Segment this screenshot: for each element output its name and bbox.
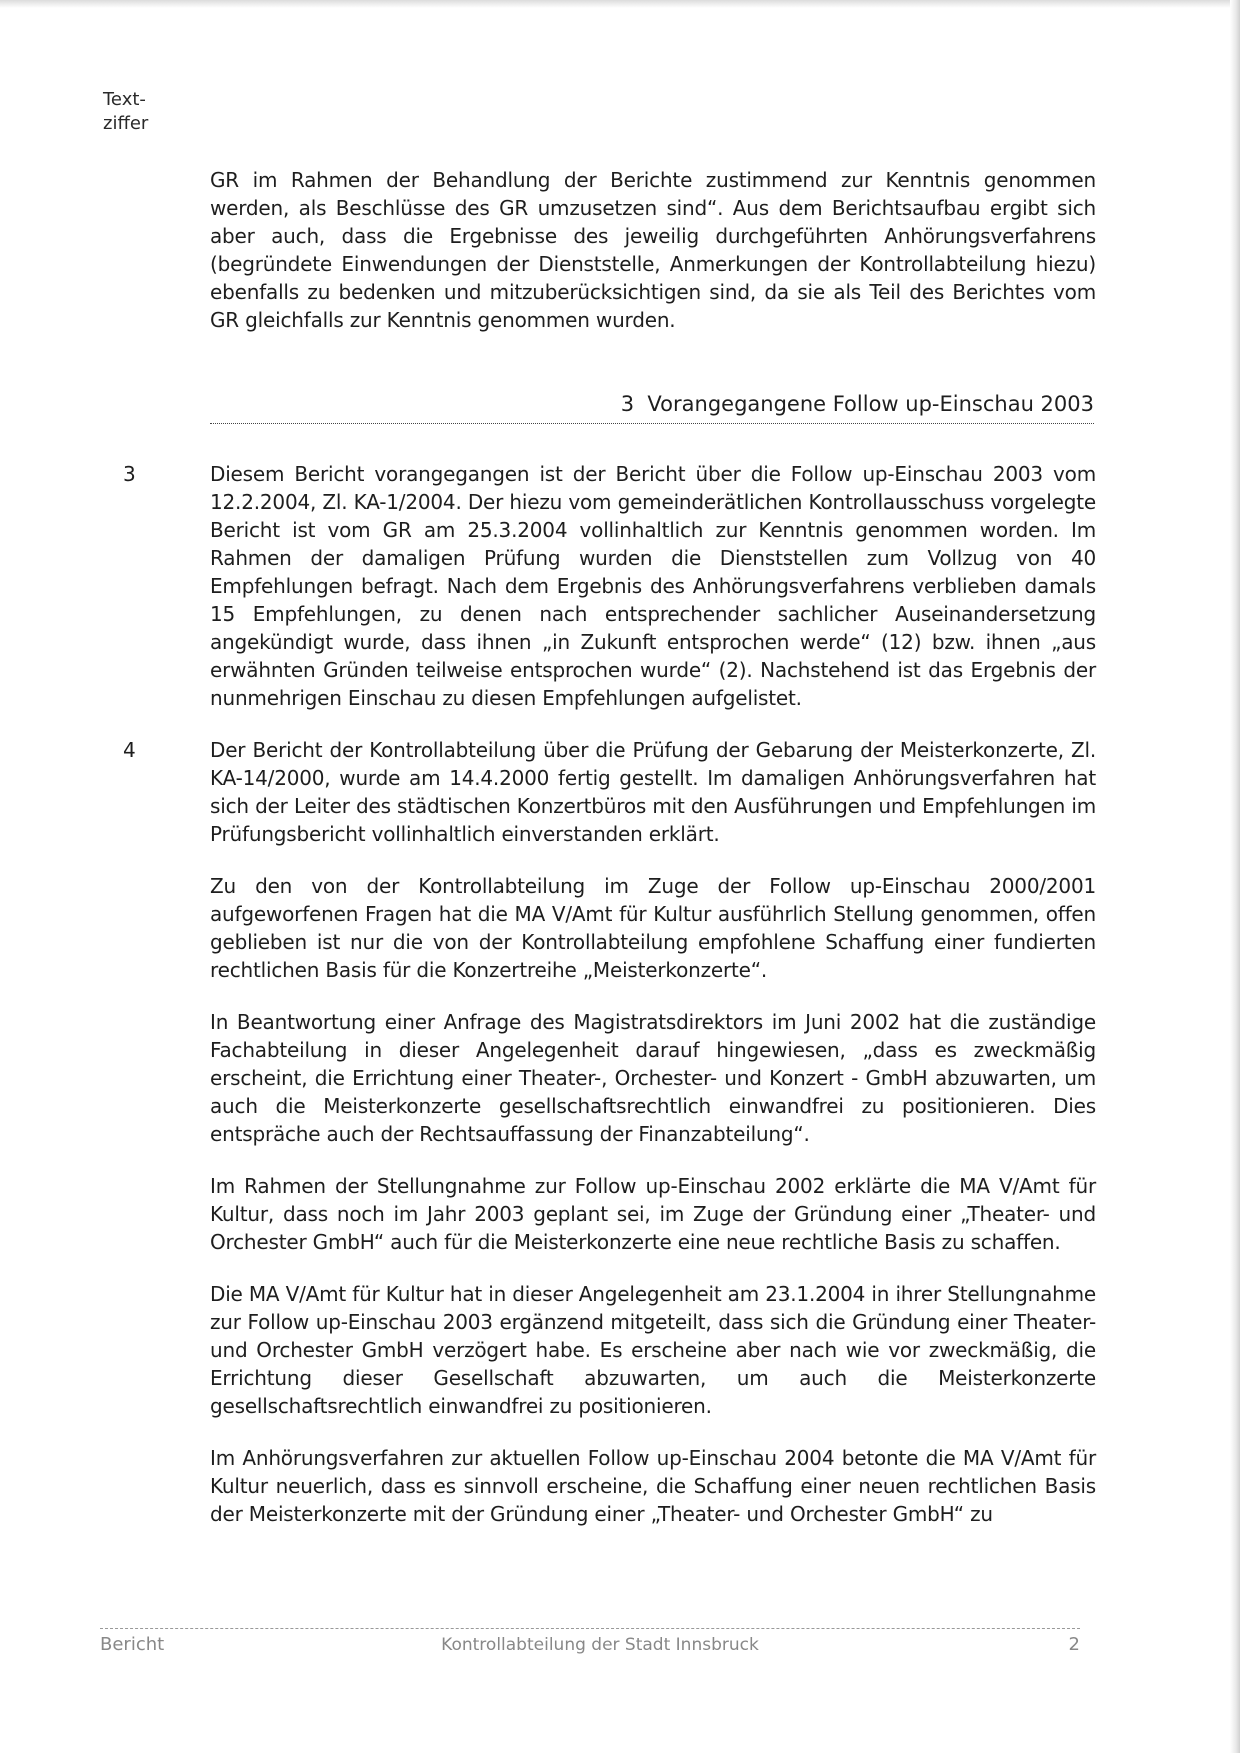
intro-paragraph-text: GR im Rahmen der Behandlung der Berichte zustimmend zur Kenntnis genommen werden, als Beschlüsse des GR umzusetzen sind“. Aus dem Berichtsaufbau ergibt sich aber auch, dass die Ergebnisse des jeweilig durchgeführten Anhörungsverfahrens (begründete Einwendungen der Dienststelle, Anmerkungen der Kontrollabteilung hiezu) ebenfalls zu bedenken und mitzuberücksichtigen sind, da sie als Teil des Berichtes vom GR gleichfalls zur Kenntnis genommen wurden. <box>210 168 1096 332</box>
margin-header-line-2: ziffer <box>103 113 149 134</box>
text-number-4: 4 <box>123 738 136 762</box>
footer-divider <box>100 1628 1080 1629</box>
margin-column-header <box>103 88 148 136</box>
margin-header-line-1: Text- <box>103 89 146 110</box>
section-title: Vorangegangene Follow up-Einschau 2003 <box>647 392 1094 416</box>
footer-organization: Kontrollabteilung der Stadt Innsbruck <box>441 1635 759 1655</box>
item-4-paragraph-4: Im Rahmen der Stellungnahme zur Follow up-Einschau 2002 erklärte die MA V/Amt für Kultur, dass noch im Jahr 2003 geplant sei, im Zuge der Gründung einer „Theater- und Orchester GmbH“ auch für die Meisterkonzerte eine neue rechtliche Basis zu schaffen. <box>210 1174 1096 1254</box>
item-3-paragraph-1: Diesem Bericht vorangegangen ist der Bericht über die Follow up-Einschau 2003 vom 12.2.2004, Zl. KA-1/2004. Der hiezu vom gemeinderätlichen Kontrollausschuss vorgelegte Bericht ist vom GR am 25.3.2004 vollinhaltlich zur Kenntnis genommen worden. Im Rahmen der damaligen Prüfung wurden die Dienststellen zum Vollzug von 40 Empfehlungen befragt. Nach dem Ergebnis des Anhörungsverfahrens verblieben damals 15 Empfehlungen, zu denen nach entsprechender sachlicher Auseinandersetzung angekündigt wurde, dass ihnen „in Zukunft entsprochen werde“ (12) bzw. ihnen „aus erwähnten Gründen teilweise entsprochen wurde“ (2). Nachstehend ist das Ergebnis der nunmehrigen Einschau zu diesen Empfehlungen aufgelistet. <box>210 462 1096 710</box>
item-4-body <box>210 736 1096 1528</box>
footer-page-number: 2 <box>1068 1634 1080 1655</box>
item-4-paragraph-2: Zu den von der Kontrollabteilung im Zuge der Follow up-Einschau 2000/2001 aufgeworfenen Fragen hat die MA V/Amt für Kultur ausführlich Stellung genommen, offen geblieben ist nur die von der Kontrollabteilung empfohlene Schaffung einer fundierten rechtlichen Basis für die Konzertreihe „Meisterkonzerte“. <box>210 874 1096 982</box>
intro-paragraph <box>210 166 1096 334</box>
section-heading <box>210 389 1094 419</box>
scan-top-shadow <box>0 0 1240 8</box>
scan-edge-shadow <box>1230 0 1240 1753</box>
footer-report-label: Bericht <box>100 1634 165 1655</box>
item-4-paragraph-3: In Beantwortung einer Anfrage des Magistratsdirektors im Juni 2002 hat die zuständige Fachabteilung in dieser Angelegenheit darauf hingewiesen, „dass es zweckmäßig erscheint, die Errichtung einer Theater-, Orchester- und Konzert - GmbH abzuwarten, um auch die Meisterkonzerte gesellschaftsrechtlich einwandfrei zu positionieren. Dies entspräche auch der Rechtsauffassung der Finanzabteilung“. <box>210 1010 1096 1146</box>
item-4-paragraph-6: Im Anhörungsverfahren zur aktuellen Follow up-Einschau 2004 betonte die MA V/Amt für Kultur neuerlich, dass es sinnvoll erscheine, die Schaffung einer neuen rechtlichen Basis der Meisterkonzerte mit der Gründung einer „Theater- und Orchester GmbH“ zu <box>210 1446 1096 1526</box>
item-4-paragraph-5: Die MA V/Amt für Kultur hat in dieser Angelegenheit am 23.1.2004 in ihrer Stellungnahme zur Follow up-Einschau 2003 ergänzend mitgeteilt, dass sich die Gründung einer Theater- und Orchester GmbH verzögert habe. Es erscheine aber nach wie vor zweckmäßig, die Errichtung dieser Gesellschaft abzuwarten, um auch die Meisterkonzerte gesellschaftsrechtlich einwandfrei zu positionieren. <box>210 1282 1096 1418</box>
section-number: 3 <box>620 392 635 416</box>
item-3-body <box>210 460 1096 712</box>
section-divider <box>210 423 1094 424</box>
text-number-3: 3 <box>123 462 136 486</box>
item-4-paragraph-1: Der Bericht der Kontrollabteilung über die Prüfung der Gebarung der Meisterkonzerte, Zl. KA-14/2000, wurde am 14.4.2000 fertig gestellt. Im damaligen Anhörungsverfahren hat sich der Leiter des städtischen Konzertbüros mit den Ausführungen und Empfehlungen im Prüfungsbericht vollinhaltlich einverstanden erklärt. <box>210 738 1096 846</box>
